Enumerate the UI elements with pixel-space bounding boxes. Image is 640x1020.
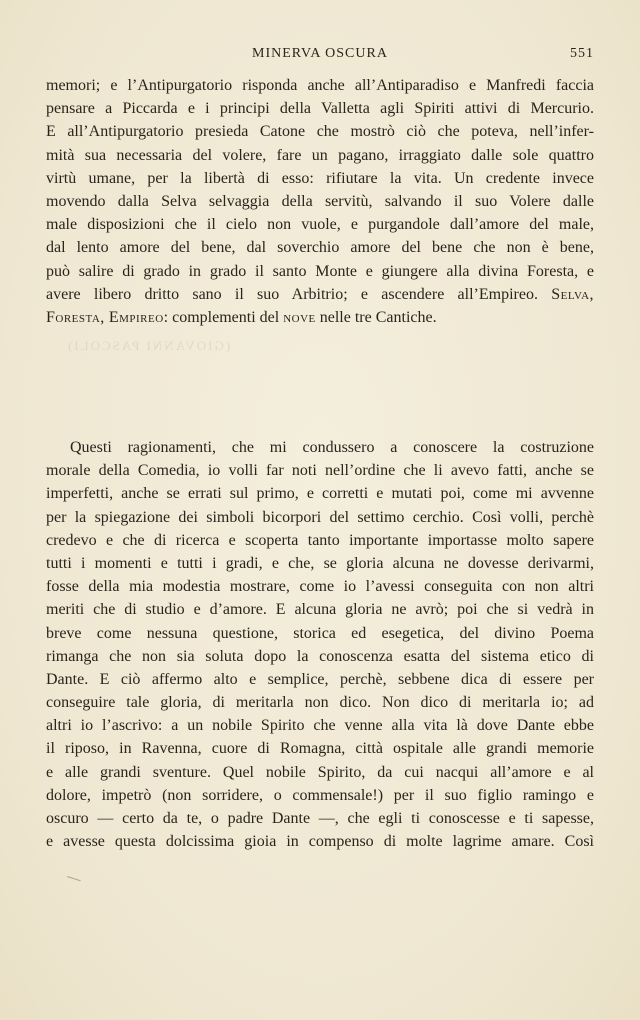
text-line: e avesse questa dolcissima gioia in compenso di molte lagrime amare. Così bbox=[46, 833, 594, 851]
text-line: conseguire tale gloria, di meritarla non dico. Non dico di meritarla io; ad bbox=[46, 694, 594, 712]
text-line: il riposo, in Ravenna, cuore di Romagna, città ospitale alle grandi memorie bbox=[46, 740, 594, 758]
page-number: 551 bbox=[570, 46, 594, 61]
text-segment: : complementi del bbox=[163, 308, 284, 326]
text-line: può salire di grado in grado il santo Monte e giungere alla divina Foresta, e bbox=[46, 262, 594, 280]
text-line: Dante. E ciò affermo alto e semplice, perchè, sebbene dica di essere per bbox=[46, 670, 594, 688]
text-line: credevo e che di ricerca e scoperta tanto importante importasse molto sapere bbox=[46, 531, 594, 549]
text-line: movendo dalla Selva selvaggia della servitù, salvando il suo Volere dalle bbox=[46, 192, 594, 210]
text-line: tutti i momenti e tutti i gradi, e che, se gloria alcuna ne dovesse derivarmi, bbox=[46, 554, 594, 572]
text-line: morale della Comedia, io volli far noti nell’ordine che li avevo fatti, anche se bbox=[46, 462, 594, 480]
text-line: meriti che di studio e d’amore. E alcuna gloria ne avrò; poi che si vedrà in bbox=[46, 601, 594, 619]
text-line: breve come nessuna questione, storica ed esegetica, del divino Poema bbox=[46, 624, 594, 642]
text-segment: nelle tre Cantiche. bbox=[315, 308, 437, 326]
text-line: e alle grandi sventure. Quel nobile Spirito, da cui nacqui all’amore e al bbox=[46, 763, 594, 781]
text-line: oscuro — certo da te, o padre Dante —, che egli ti conoscesse e ti sapesse, bbox=[46, 810, 594, 827]
smallcaps-word: Selva, bbox=[551, 285, 595, 303]
text-line-with-smallcaps bbox=[46, 306, 594, 329]
text-line: dal lento amore del bene, dal soverchio amore del bene che non è bene, bbox=[46, 239, 594, 257]
text-line: rimanga che non sia soluta dopo la conoscenza esatta del sistema etico di bbox=[46, 647, 594, 665]
smallcaps-word: Foresta, bbox=[46, 308, 105, 326]
smallcaps-word: nove bbox=[283, 308, 316, 326]
paragraph-2 bbox=[46, 436, 594, 853]
text-line: E all’Antipurgatorio presieda Catone che mostrò ciò che poteva, nell’infer- bbox=[46, 123, 594, 141]
text-line: imperfetti, anche se errati sul primo, e corretti e mutati poi, come mi avvenne bbox=[46, 485, 594, 503]
page-header bbox=[46, 46, 594, 68]
text-line: altri io l’ascrivo: a un nobile Spirito che venne alla vita là dove Dante ebbe bbox=[46, 717, 594, 735]
faded-stamp: (GIOVANNI PASCOLI) bbox=[66, 338, 231, 353]
text-line: dolore, impetrò (non sorridere, o commensale!) per il suo figlio ramingo e bbox=[46, 786, 594, 804]
running-title: MINERVA OSCURA bbox=[252, 46, 388, 61]
text-line-indented: Questi ragionamenti, che mi condussero a conoscere la costruzione bbox=[70, 439, 594, 456]
text-line: mità sua necessaria del volere, fare un pagano, irraggiato dalle sole quattro bbox=[46, 146, 594, 164]
text-line: memori; e l’Antipurgatorio risponda anche all’Antiparadiso e Manfredi faccia bbox=[46, 77, 594, 94]
text-segment: avere libero dritto sano il suo Arbitrio; e ascendere all’Empireo. bbox=[46, 285, 538, 303]
text-line: male disposizioni che il cielo non vuole, e purgandole dall’amore del male, bbox=[46, 216, 594, 234]
paragraph-1 bbox=[46, 74, 594, 329]
smallcaps-word: Empireo bbox=[108, 308, 164, 326]
text-line-with-smallcaps bbox=[46, 283, 594, 306]
text-line: per la spiegazione dei simboli bicorpori del settimo cerchio. Così volli, perchè bbox=[46, 508, 594, 526]
text-line: fosse della mia modestia mostrare, come io l’avessi conseguita con non altri bbox=[46, 578, 594, 596]
text-line: pensare a Piccarda e i principi della Valletta agli Spiriti attivi di Mercurio. bbox=[46, 100, 594, 118]
text-line: virtù umane, per la libertà di esso: rifiutare la vita. Un credente invece bbox=[46, 169, 594, 187]
pencil-mark bbox=[65, 876, 80, 887]
